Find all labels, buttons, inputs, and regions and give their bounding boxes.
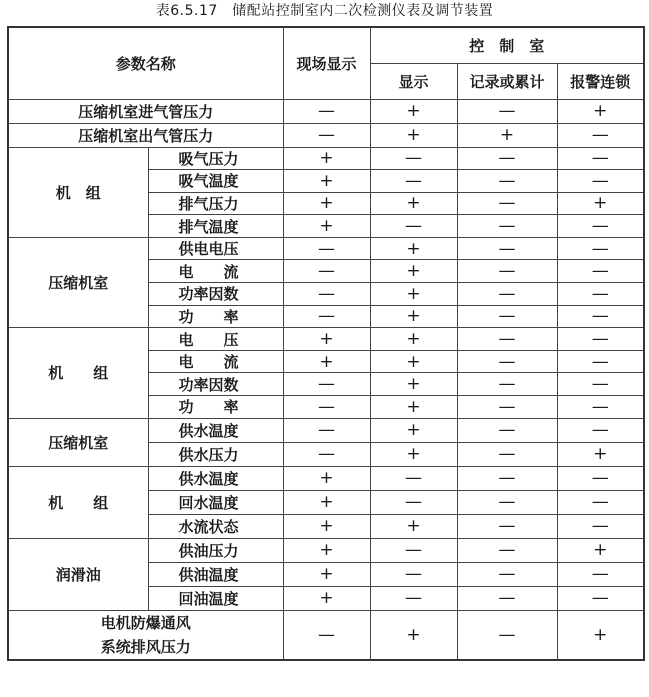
cell-record: — [457,442,557,466]
cell-alarm: — [557,237,644,260]
cell-record: — [457,466,557,490]
cell-record: — [457,538,557,562]
header-alarm: 报警连锁 [557,63,644,99]
cell-record: — [457,328,557,351]
cell-site: — [283,396,370,419]
cell-display: — [370,490,457,514]
row-name: 压缩机室出气管压力 [8,123,283,147]
table-row [8,123,644,147]
table-row [8,99,644,123]
table-row [8,418,644,442]
cell-record: — [457,170,557,193]
row-name: 供水温度 [148,466,283,490]
row-name-line2: 系统排风压力 [100,637,191,656]
row-name: 回水温度 [148,490,283,514]
cell-record: — [457,610,557,660]
table-caption: 表6.5.17 储配站控制室内二次检测仪表及调节装置 [155,3,494,19]
row-name: 供油压力 [148,538,283,562]
cell-record: — [457,418,557,442]
cell-record: — [457,562,557,586]
row-name: 功率因数 [148,373,283,396]
cell-alarm: — [557,328,644,351]
group-label: 压缩机室 [8,418,148,466]
cell-display: — [370,466,457,490]
cell-display: + [370,237,457,260]
table-row [8,466,644,490]
row-name-line1: 电机防爆通风 [100,613,191,632]
cell-display: + [370,99,457,123]
cell-alarm: + [557,538,644,562]
cell-alarm: — [557,466,644,490]
cell-display: + [370,514,457,538]
group-label: 机 组 [8,328,148,418]
cell-record: — [457,514,557,538]
group-label: 润滑油 [8,538,148,610]
cell-alarm: — [557,373,644,396]
cell-site: + [283,538,370,562]
cell-record: — [457,396,557,419]
row-name: 供电电压 [148,237,283,260]
row-name: 功 率 [148,305,283,328]
header-site-display: 现场显示 [283,27,370,99]
row-name: 电 压 [148,328,283,351]
cell-display: + [370,373,457,396]
cell-site: — [283,305,370,328]
header-record: 记录或累计 [457,63,557,99]
table-row [8,237,644,260]
cell-record: — [457,260,557,283]
row-name [8,610,283,660]
cell-alarm: + [557,442,644,466]
row-name: 压缩机室进气管压力 [8,99,283,123]
cell-site: — [283,99,370,123]
cell-alarm: — [557,283,644,306]
row-name: 排气温度 [148,215,283,238]
cell-display: — [370,562,457,586]
cell-record: — [457,283,557,306]
row-name: 吸气温度 [148,170,283,193]
cell-display: + [370,396,457,419]
row-name: 供水温度 [148,418,283,442]
cell-display: — [370,586,457,610]
cell-alarm: + [557,192,644,215]
cell-alarm: — [557,123,644,147]
cell-site: + [283,170,370,193]
cell-alarm: — [557,418,644,442]
group-label: 压缩机室 [8,237,148,327]
cell-display: + [370,305,457,328]
cell-display: + [370,350,457,373]
cell-record: — [457,215,557,238]
cell-site: — [283,373,370,396]
cell-alarm: — [557,586,644,610]
row-name: 电 流 [148,350,283,373]
cell-alarm: — [557,350,644,373]
cell-record: — [457,373,557,396]
cell-alarm: + [557,610,644,660]
cell-site: — [283,260,370,283]
row-name: 功率因数 [148,283,283,306]
cell-alarm: — [557,305,644,328]
cell-site: + [283,215,370,238]
cell-display: — [370,215,457,238]
cell-display: + [370,418,457,442]
cell-site: + [283,350,370,373]
header-control-room: 控 制 室 [370,27,644,63]
cell-alarm: — [557,215,644,238]
row-name: 电 流 [148,260,283,283]
row-name: 吸气压力 [148,147,283,170]
cell-site: + [283,192,370,215]
cell-display: — [370,170,457,193]
cell-alarm: — [557,490,644,514]
cell-record: — [457,147,557,170]
cell-alarm: — [557,562,644,586]
row-name: 水流状态 [148,514,283,538]
row-name: 功 率 [148,396,283,419]
cell-record: — [457,586,557,610]
cell-display: + [370,192,457,215]
cell-alarm: — [557,170,644,193]
header-param-name: 参数名称 [8,27,283,99]
cell-site: — [283,442,370,466]
cell-site: — [283,283,370,306]
row-name: 供水压力 [148,442,283,466]
row-name: 回油温度 [148,586,283,610]
cell-record: — [457,99,557,123]
cell-display: + [370,283,457,306]
table-row [8,538,644,562]
cell-record: — [457,490,557,514]
cell-alarm: — [557,396,644,419]
cell-alarm: + [557,99,644,123]
cell-site: + [283,466,370,490]
cell-site: + [283,514,370,538]
cell-display: + [370,328,457,351]
header-display: 显示 [370,63,457,99]
cell-site: + [283,328,370,351]
cell-alarm: — [557,147,644,170]
table-row [8,610,644,660]
cell-display: — [370,147,457,170]
table-row [8,147,644,170]
cell-site: — [283,237,370,260]
cell-site: — [283,123,370,147]
cell-site: + [283,490,370,514]
cell-site: — [283,418,370,442]
cell-alarm: — [557,514,644,538]
group-label: 机 组 [8,466,148,538]
cell-record: — [457,192,557,215]
row-name: 排气压力 [148,192,283,215]
cell-record: — [457,305,557,328]
cell-site: — [283,610,370,660]
cell-display: — [370,538,457,562]
table-row [8,328,644,351]
row-name: 供油温度 [148,562,283,586]
cell-display: + [370,260,457,283]
cell-display: + [370,123,457,147]
cell-site: + [283,586,370,610]
cell-display: + [370,442,457,466]
group-label: 机 组 [8,147,148,237]
cell-display: + [370,610,457,660]
cell-record: — [457,350,557,373]
cell-alarm: — [557,260,644,283]
cell-record: + [457,123,557,147]
cell-site: + [283,562,370,586]
cell-record: — [457,237,557,260]
cell-site: + [283,147,370,170]
instrument-table [7,26,645,661]
